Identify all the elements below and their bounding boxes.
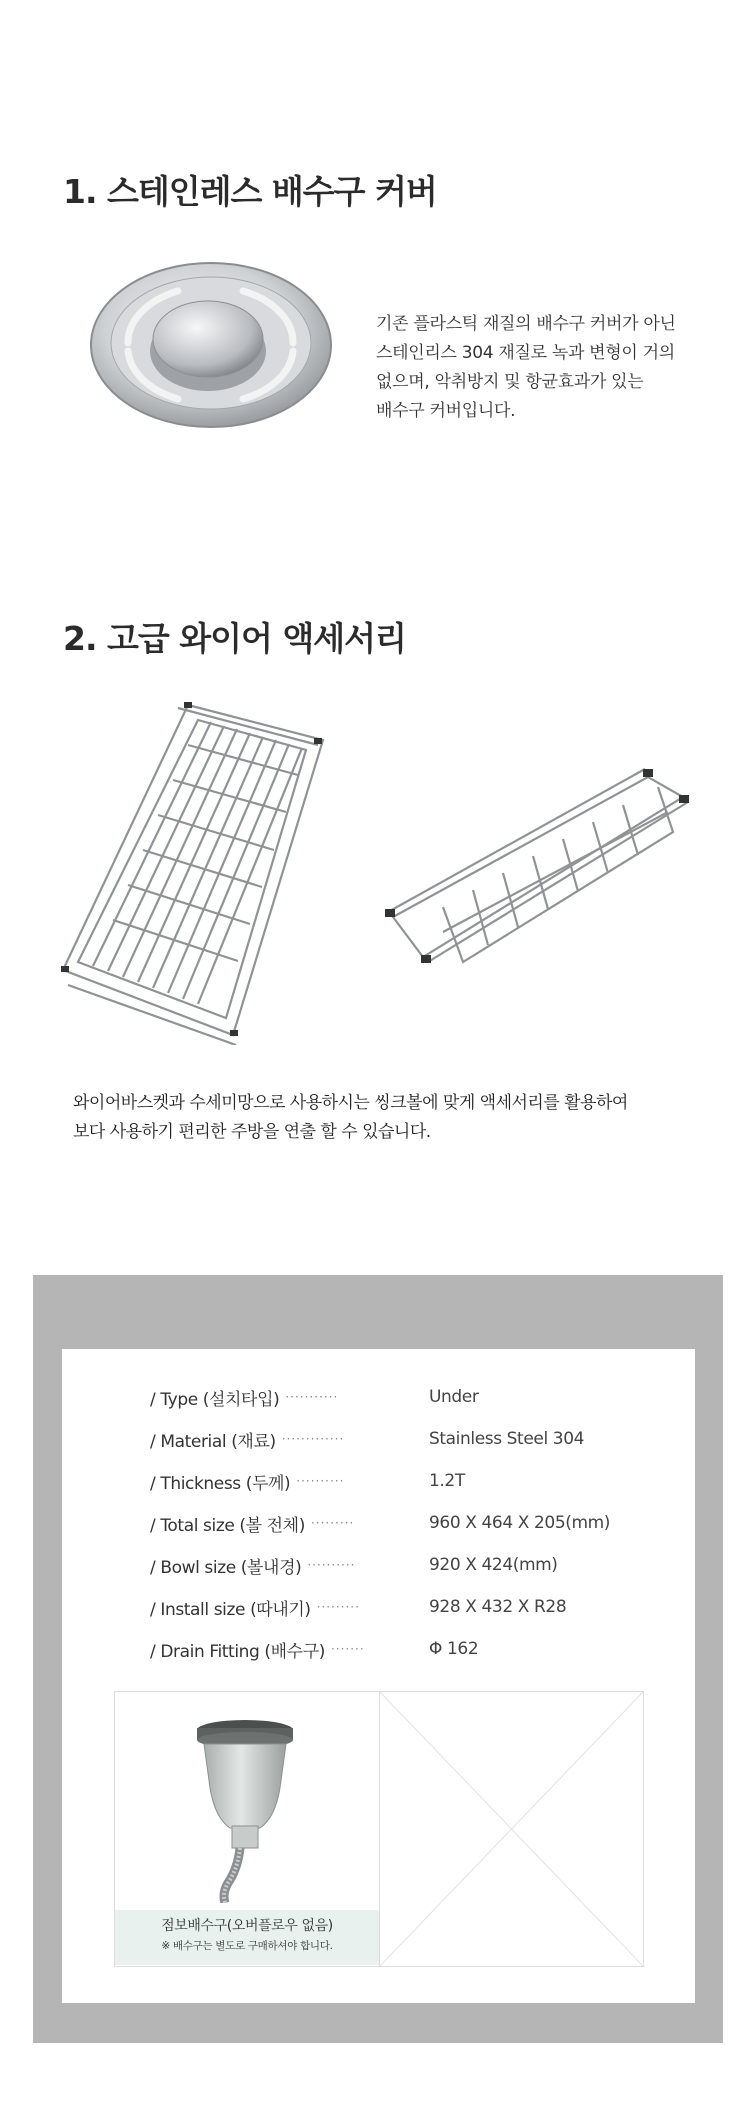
wire-rack-image — [383, 757, 693, 977]
spec-value: Φ 162 — [429, 1639, 479, 1659]
spec-leader-dots: ········· — [310, 1516, 355, 1530]
spec-label: / Material (재료) — [150, 1431, 276, 1452]
spec-label: / Thickness (두께) — [150, 1473, 291, 1494]
spec-row-install-size — [150, 1592, 670, 1622]
spec-row-bowl-size — [150, 1550, 670, 1580]
section1-description — [376, 310, 706, 426]
fitting-note: ※ 배수구는 별도로 구매하셔야 합니다. — [161, 1940, 333, 1952]
spec-value: Under — [429, 1387, 479, 1407]
spec-value: 928 X 432 X R28 — [429, 1597, 567, 1617]
spec-label: / Bowl size (볼내경) — [150, 1557, 302, 1578]
spec-value: Stainless Steel 304 — [429, 1429, 585, 1449]
spec-leader-dots: ······· — [330, 1642, 365, 1656]
description-line: 없으며, 악취방지 및 항균효과가 있는 — [376, 372, 644, 392]
spec-row-total-size — [150, 1508, 670, 1538]
spec-label: / Total size (볼 전체) — [150, 1515, 305, 1536]
wire-basket-image — [58, 700, 338, 1045]
spec-leader-dots: ·········· — [307, 1558, 356, 1572]
fitting-caption: 점보배수구(오버플로우 없음) — [161, 1918, 333, 1934]
description-line: 기존 플라스틱 재질의 배수구 커버가 아닌 — [376, 314, 676, 334]
spec-label: / Install size (따내기) — [150, 1599, 311, 1620]
section2-title: 2. 고급 와이어 액세서리 — [63, 619, 406, 658]
spec-value: 920 X 424(mm) — [429, 1555, 558, 1575]
placeholder-cross-icon — [380, 1692, 643, 1966]
description-line: 보다 사용하기 편리한 주방을 연출 할 수 있습니다. — [73, 1122, 431, 1142]
empty-image-placeholder — [379, 1691, 644, 1967]
description-line: 와이어바스켓과 수세미망으로 사용하시는 씽크볼에 맞게 액세서리를 활용하여 — [73, 1093, 628, 1113]
spec-label: / Type (설치타입) — [150, 1389, 280, 1410]
spec-leader-dots: ··········· — [285, 1390, 339, 1404]
description-line: 스테인리스 304 재질로 녹과 변형이 거의 — [376, 343, 675, 363]
drain-cover-image — [88, 253, 334, 431]
section1-title: 1. 스테인레스 배수구 커버 — [63, 172, 437, 211]
spec-leader-dots: ············· — [281, 1432, 345, 1446]
drain-fitting-image — [180, 1718, 310, 1903]
spec-label: / Drain Fitting (배수구) — [150, 1641, 325, 1662]
spec-leader-dots: ········· — [316, 1600, 360, 1614]
description-line: 배수구 커버입니다. — [376, 401, 516, 421]
spec-leader-dots: ·········· — [296, 1474, 345, 1488]
section2-description — [73, 1089, 713, 1147]
spec-value: 1.2T — [429, 1471, 465, 1491]
spec-row-drain-fitting — [150, 1634, 670, 1664]
spec-row-material — [150, 1424, 670, 1454]
spec-row-type — [150, 1382, 670, 1412]
spec-value: 960 X 464 X 205(mm) — [429, 1513, 611, 1533]
spec-row-thickness — [150, 1466, 670, 1496]
